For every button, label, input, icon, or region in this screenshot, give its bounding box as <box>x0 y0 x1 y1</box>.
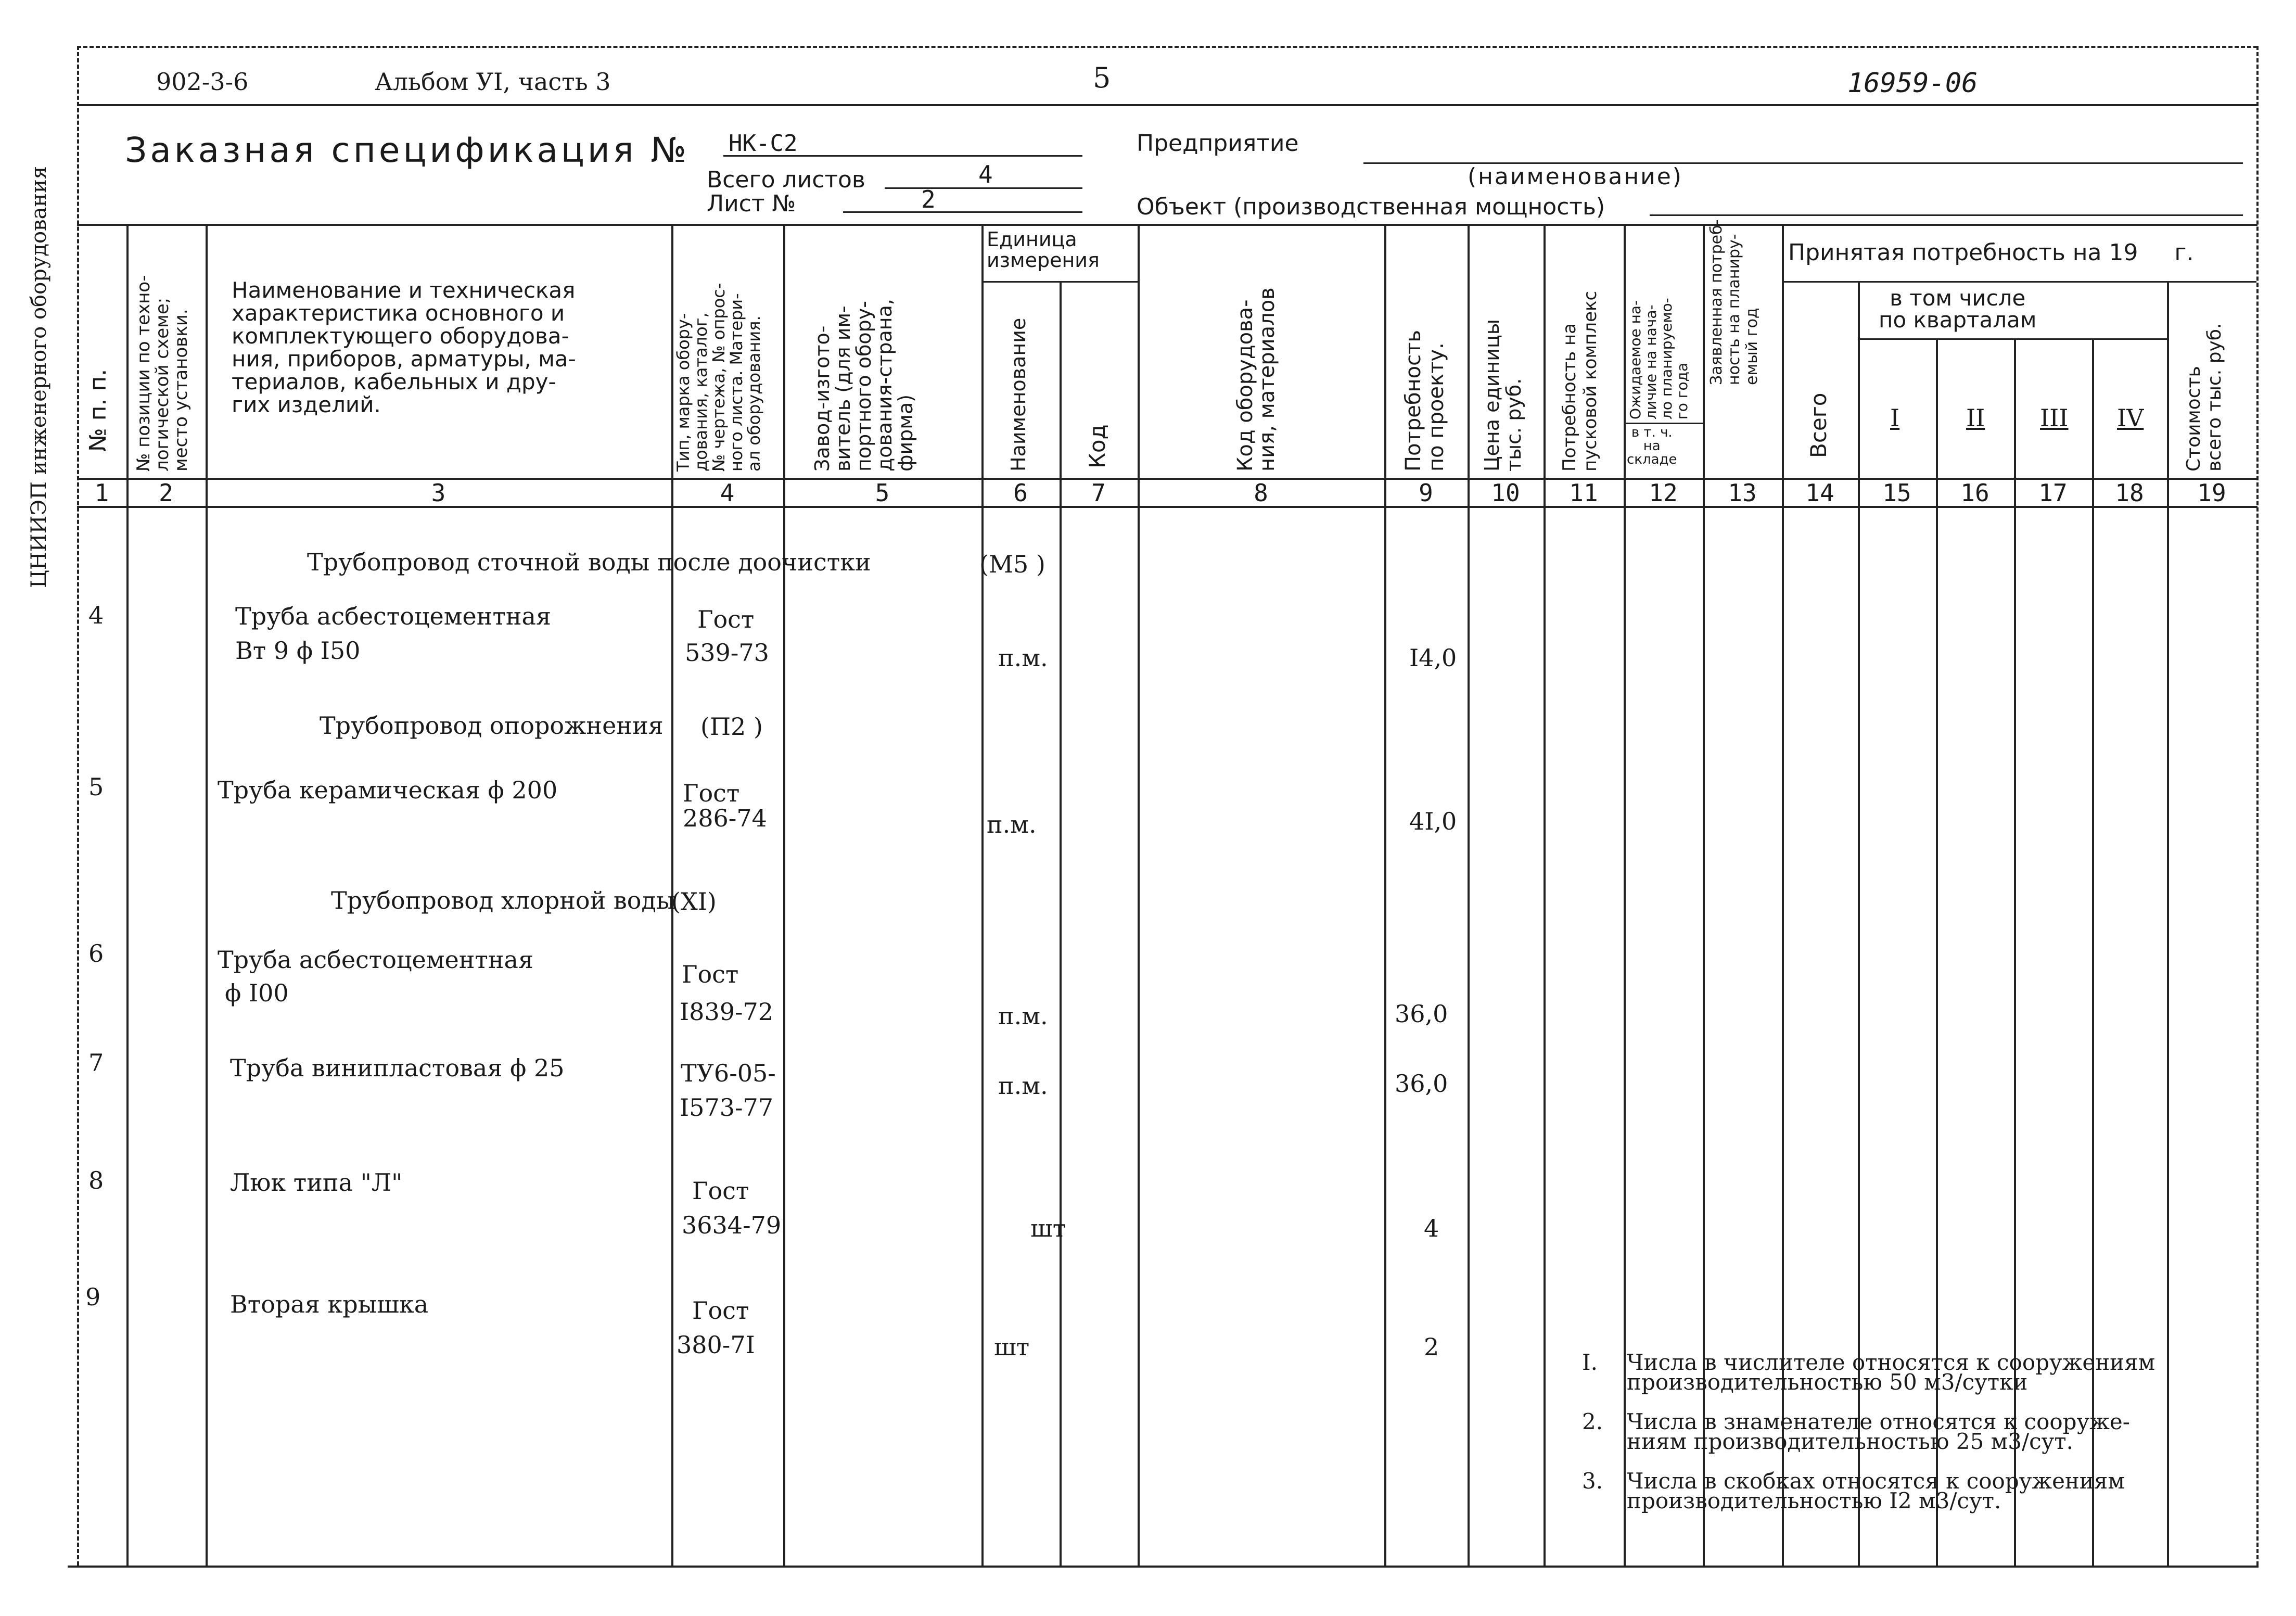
frame-left <box>77 46 79 1566</box>
row-8-no: 8 <box>88 1166 104 1194</box>
frame-right <box>2256 46 2259 1566</box>
column-number-2: 2 <box>159 479 173 507</box>
row-9-std-1: Гост <box>692 1296 749 1325</box>
row-5-name-1: Труба керамическая ϕ 200 <box>218 776 558 804</box>
row-6-unit: п.м. <box>998 1002 1048 1030</box>
enterprise-label: Предприятие <box>1137 130 1299 157</box>
note-2-line-2: ниям производительностью 25 м3/сут. <box>1627 1429 2073 1454</box>
total-sheets-label: Всего листов <box>707 167 865 193</box>
note-3-num: 3. <box>1582 1468 1603 1494</box>
note-2-num: 2. <box>1582 1409 1603 1434</box>
col-line-18 <box>2167 281 2169 1566</box>
note-1-line-2: производительностью 50 м3/сутки <box>1627 1369 2028 1395</box>
col-line-6 <box>1060 281 1062 1566</box>
note-3-line-2: производительностью I2 м3/сут. <box>1627 1488 2001 1513</box>
row-9-std-2: 380-7I <box>677 1331 755 1359</box>
col-line-10 <box>1544 224 1546 1566</box>
col-header-4: Тип, марка обору- дования, каталог, № чертежа, № опрос- ного листа. Матери- ал оборудования. <box>673 283 764 472</box>
column-number-11: 11 <box>1569 479 1598 507</box>
row-6-no: 6 <box>88 939 104 968</box>
top-album: Альбом УI, часть 3 <box>375 68 611 96</box>
col-line-9 <box>1468 224 1470 1566</box>
c12-sub-line <box>1624 423 1703 424</box>
object-underline <box>1650 214 2243 216</box>
column-number-14: 14 <box>1805 479 1834 507</box>
frame-top <box>77 46 2257 48</box>
column-number-16: 16 <box>1960 479 1989 507</box>
col-line-8 <box>1384 224 1386 1566</box>
row-8-std-1: Гост <box>692 1177 749 1205</box>
row-7-name-1: Труба винипластовая ϕ 25 <box>230 1054 565 1082</box>
col-header-17: III <box>2040 404 2069 432</box>
row-9-no: 9 <box>85 1283 101 1311</box>
sheet-underline <box>843 211 1082 213</box>
row-7-std-1: ТУ6-05- <box>681 1059 776 1087</box>
row-6-qty: 36,0 <box>1395 1000 1448 1028</box>
spec-number: НК-С2 <box>729 130 798 157</box>
note-1-line-1: Числа в числителе относятся к сооружениям <box>1627 1350 2155 1375</box>
col-header-9: Потребность по проекту. <box>1401 329 1448 472</box>
col-line-11 <box>1624 224 1626 1566</box>
col-header-8: Код оборудова- ния, материалов <box>1233 287 1279 472</box>
col-header-14: Всего <box>1806 392 1831 458</box>
row-4-name-2: Вт 9 ϕ I50 <box>235 637 361 665</box>
col-header-13: Заявленная потреб- ность на планиру- емый год <box>1707 219 1761 385</box>
side-stamp: ЦНИИЭП инженерного оборудования <box>27 166 51 588</box>
column-number-12: 12 <box>1649 479 1678 507</box>
row-6-std-1: Гост <box>682 960 739 988</box>
col-header-15: I <box>1890 404 1900 432</box>
row-5-std-1: Гост <box>683 779 740 807</box>
accepted-need-label: Принятая потребность на 19 г. <box>1788 239 2194 266</box>
col-line-4 <box>783 224 785 1566</box>
row-4-no: 4 <box>88 601 104 629</box>
col-header-16: II <box>1966 404 1985 432</box>
row-4-name-1: Труба асбестоцементная <box>235 602 551 630</box>
column-number-6: 6 <box>1013 479 1028 507</box>
col-line-5 <box>981 224 984 1566</box>
quarters-label: в том числе по кварталам <box>1879 285 2037 333</box>
column-number-17: 17 <box>2038 479 2068 507</box>
name-label: (наименование) <box>1468 163 1683 190</box>
column-number-9: 9 <box>1419 479 1433 507</box>
row-6-name-2: ϕ I00 <box>225 979 289 1007</box>
col-header-19: Стоимость всего тыс. руб. <box>2183 323 2225 472</box>
section-mark-1: (М5 ) <box>979 550 1045 578</box>
total-sheets-underline <box>885 187 1082 189</box>
row-7-qty: 36,0 <box>1395 1070 1448 1098</box>
row-5-std-2: 286-74 <box>683 804 767 832</box>
spec-number-underline <box>723 155 1082 157</box>
section-mark-2: (П2 ) <box>700 712 763 741</box>
object-label: Объект (производственная мощность) <box>1137 194 1605 220</box>
row-4-qty: I4,0 <box>1409 644 1457 672</box>
row-8-unit: шт <box>1030 1214 1066 1242</box>
col-header-11: Потребность на пусковой комплекс <box>1559 290 1601 472</box>
column-number-5: 5 <box>875 479 890 507</box>
row-5-unit: п.м. <box>987 810 1037 838</box>
note-3-line-1: Числа в скобках относятся к сооружениям <box>1627 1468 2125 1494</box>
col-header-12: Ожидаемое на- личие на нача- ло планируемо- го года <box>1627 298 1691 419</box>
frame-header-bottom <box>77 224 2257 226</box>
section-title-2: Трубопровод опорожнения <box>320 711 664 740</box>
column-number-4: 4 <box>720 479 735 507</box>
column-number-1: 1 <box>94 479 109 507</box>
row-7-no: 7 <box>88 1049 104 1077</box>
unit-group-line <box>981 281 1138 283</box>
col-header-3: Наименование и техническая характеристика основного и комплектующего оборудова- ния, приборов, арматуры, ма- териалов, кабельных и дру- гих изделий. <box>232 277 576 417</box>
row-6-name-1: Труба асбестоцементная <box>218 946 533 974</box>
row-7-unit: п.м. <box>998 1072 1048 1100</box>
top-code: 902-3-6 <box>156 68 249 96</box>
column-number-10: 10 <box>1491 479 1520 507</box>
section-mark-3: (ХI) <box>671 887 717 915</box>
accepted-group-line <box>1782 281 2256 283</box>
section-title-1: Трубопровод сточной воды после доочистки <box>307 548 871 576</box>
row-5-qty: 4I,0 <box>1409 807 1457 835</box>
top-page-number: 5 <box>1093 61 1111 94</box>
note-1-num: I. <box>1582 1350 1598 1375</box>
column-number-18: 18 <box>2115 479 2144 507</box>
row-4-std-1: Гост <box>697 605 755 633</box>
row-8-std-2: 3634-79 <box>682 1211 782 1239</box>
column-number-3: 3 <box>431 479 446 507</box>
spec-title: Заказная спецификация № <box>125 130 690 170</box>
sheet-label: Лист № <box>707 190 796 217</box>
note-2-line-1: Числа в знаменателе относятся к сооруже- <box>1627 1409 2130 1434</box>
row-4-std-2: 539-73 <box>685 639 769 667</box>
row-9-qty: 2 <box>1424 1333 1439 1361</box>
row-8-qty: 4 <box>1424 1214 1439 1242</box>
column-number-19: 19 <box>2197 479 2226 507</box>
col-header-7: Код <box>1085 424 1110 468</box>
column-number-13: 13 <box>1728 479 1757 507</box>
top-doc-number: 16959-06 <box>1847 68 1978 99</box>
row-9-unit: шт <box>994 1333 1030 1361</box>
row-4-unit: п.м. <box>998 644 1048 672</box>
col-line-17 <box>2092 338 2094 1566</box>
sheet-value: 2 <box>921 185 936 213</box>
col-header-18: IV <box>2117 404 2144 432</box>
frame-top-bar-bottom <box>77 104 2257 106</box>
col-header-2: № позиции по техно- логической схеме; место установки. <box>133 275 192 472</box>
col-line-2 <box>206 224 208 1566</box>
col-header-1: № п. п. <box>85 368 111 452</box>
column-number-15: 15 <box>1882 479 1911 507</box>
col-line-1 <box>126 224 129 1566</box>
col-header-10: Цена единицы тыс. руб. <box>1481 319 1525 472</box>
column-number-7: 7 <box>1091 479 1106 507</box>
total-sheets-value: 4 <box>978 160 993 188</box>
col-line-7 <box>1138 224 1140 1566</box>
col-header-12-sub: в т. ч. на складе <box>1627 425 1677 467</box>
column-number-8: 8 <box>1254 479 1268 507</box>
col-header-6: Наименование <box>1007 317 1030 472</box>
row-9-name-1: Вторая крышка <box>230 1290 429 1318</box>
row-6-std-2: I839-72 <box>680 998 774 1026</box>
frame-bottom <box>68 1566 2259 1568</box>
col-header-6-group: Единица измерения <box>987 228 1100 272</box>
col-header-5: Завод-изгото- витель (для им- портного обору- дования-страна, фирма) <box>811 299 917 472</box>
row-5-no: 5 <box>88 773 104 801</box>
row-8-name-1: Люк типа "Л" <box>230 1168 403 1197</box>
row-7-std-2: I573-77 <box>680 1093 774 1122</box>
section-title-3: Трубопровод хлорной воды <box>331 886 675 914</box>
quarters-group-line <box>1858 338 2167 340</box>
